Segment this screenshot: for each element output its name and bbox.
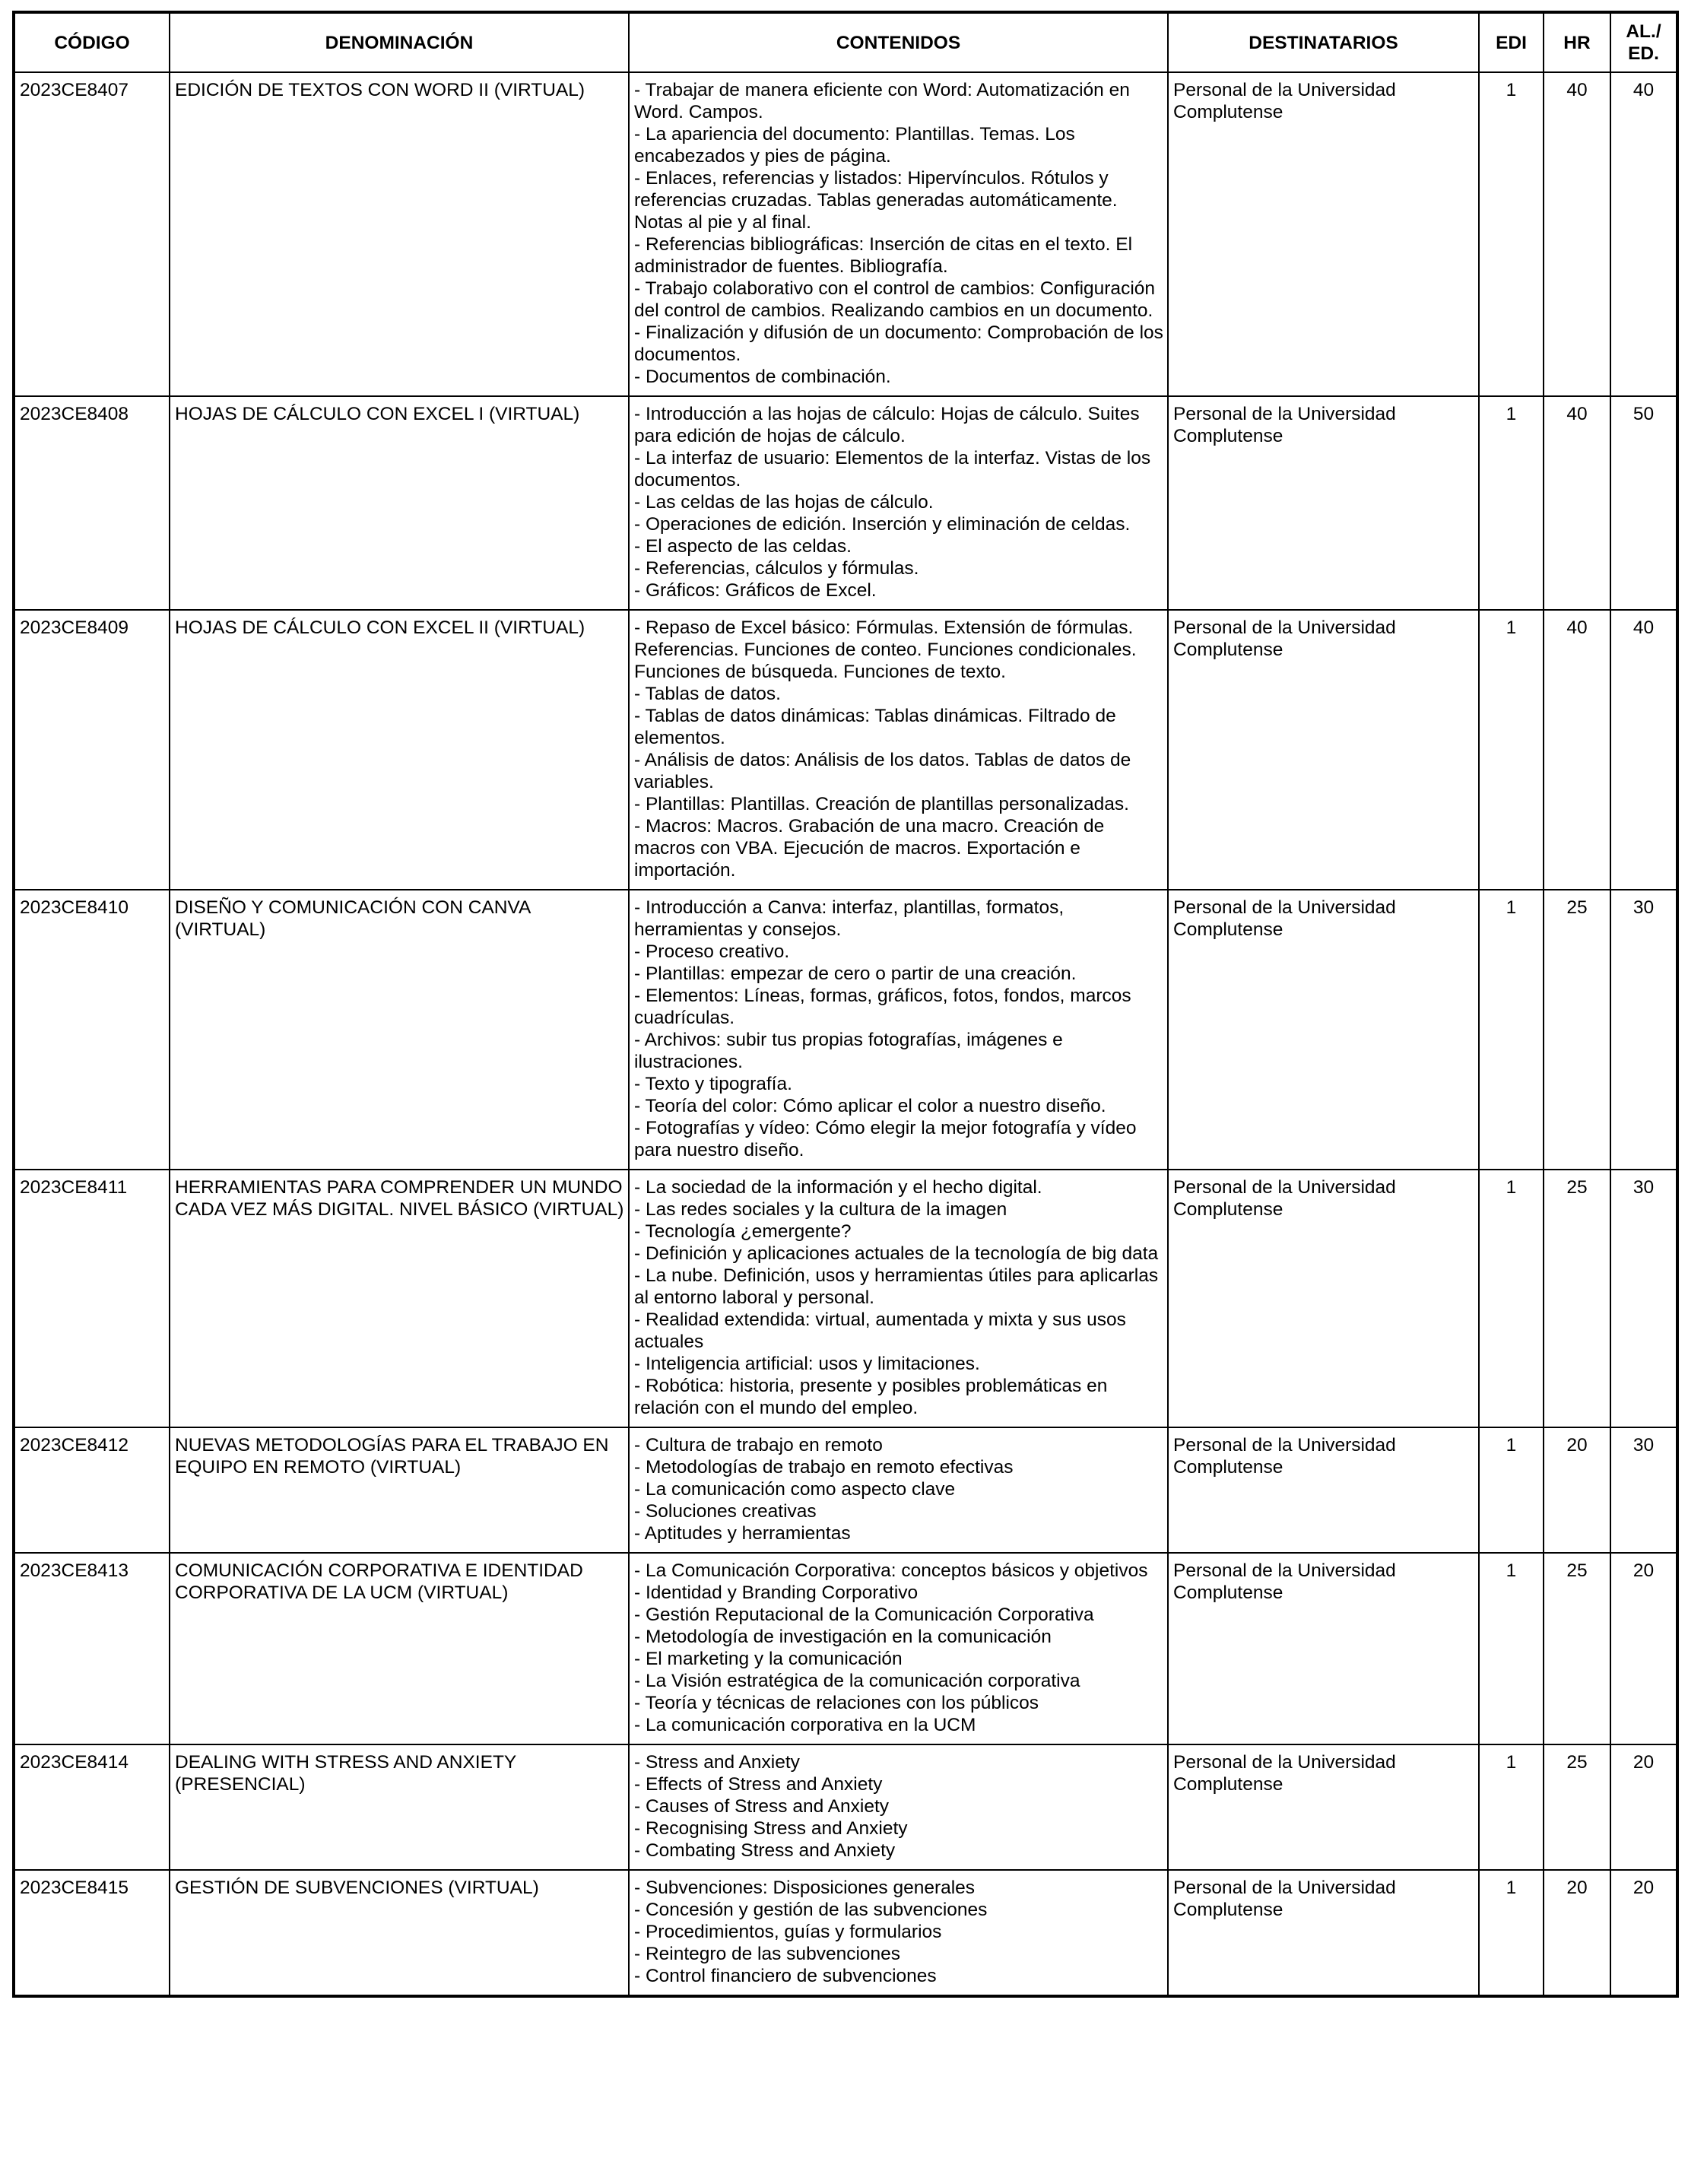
al-ed-cell: 30 <box>1610 1427 1677 1553</box>
contenido-line: - Tecnología ¿emergente? <box>634 1221 852 1242</box>
edi-cell: 1 <box>1479 1744 1544 1870</box>
codigo-cell: 2023CE8410 <box>14 890 170 1170</box>
contenido-line: - Combating Stress and Anxiety <box>634 1840 896 1861</box>
contenido-line: - Soluciones creativas <box>634 1501 817 1522</box>
denominacion-cell: NUEVAS METODOLOGÍAS PARA EL TRABAJO EN EQUIPO EN REMOTO (VIRTUAL) <box>170 1427 629 1553</box>
edi-cell: 1 <box>1479 610 1544 890</box>
destinatarios-cell: Personal de la Universidad Complutense <box>1168 890 1479 1170</box>
hr-cell: 25 <box>1544 1553 1610 1744</box>
destinatarios-cell: Personal de la Universidad Complutense <box>1168 1553 1479 1744</box>
denominacion-cell: DEALING WITH STRESS AND ANXIETY (PRESENCIAL) <box>170 1744 629 1870</box>
contenido-line: - La Visión estratégica de la comunicación corporativa <box>634 1671 1080 1691</box>
edi-cell: 1 <box>1479 1427 1544 1553</box>
contenidos-cell <box>629 1870 1168 1996</box>
hr-cell: 20 <box>1544 1870 1610 1996</box>
al-ed-cell: 20 <box>1610 1744 1677 1870</box>
denominacion-cell: GESTIÓN DE SUBVENCIONES (VIRTUAL) <box>170 1870 629 1996</box>
contenido-line: - Identidad y Branding Corporativo <box>634 1582 919 1603</box>
table-row <box>14 1870 1677 1996</box>
contenido-line: - Archivos: subir tus propias fotografías, imágenes e ilustraciones. <box>634 1030 1063 1072</box>
contenidos-cell <box>629 1170 1168 1427</box>
contenidos-cell <box>629 1744 1168 1870</box>
edi-cell: 1 <box>1479 1870 1544 1996</box>
contenido-line: - Documentos de combinación. <box>634 367 891 387</box>
header-destinatarios: DESTINATARIOS <box>1168 12 1479 72</box>
header-codigo: CÓDIGO <box>14 12 170 72</box>
contenido-line: - La sociedad de la información y el hecho digital. <box>634 1177 1042 1198</box>
contenido-line: - Macros: Macros. Grabación de una macro. Creación de macros con VBA. Ejecución de macros. Exportación e importación. <box>634 816 1105 881</box>
contenido-line: - La interfaz de usuario: Elementos de la interfaz. Vistas de los documentos. <box>634 448 1151 490</box>
contenido-line: - Enlaces, referencias y listados: Hipervínculos. Rótulos y referencias cruzadas. Tablas generadas automáticamente. Notas al pie y al final. <box>634 168 1118 233</box>
contenido-line: - Control financiero de subvenciones <box>634 1966 937 1986</box>
al-ed-cell: 50 <box>1610 396 1677 610</box>
hr-cell: 40 <box>1544 610 1610 890</box>
contenido-line: - Plantillas: empezar de cero o partir de una creación. <box>634 963 1077 984</box>
contenido-line: - Las celdas de las hojas de cálculo. <box>634 492 934 513</box>
table-row <box>14 610 1677 890</box>
contenido-line: - Inteligencia artificial: usos y limitaciones. <box>634 1354 980 1374</box>
contenido-line: - Effects of Stress and Anxiety <box>634 1774 883 1795</box>
destinatarios-cell: Personal de la Universidad Complutense <box>1168 1870 1479 1996</box>
contenidos-cell <box>629 890 1168 1170</box>
contenido-line: - Gráficos: Gráficos de Excel. <box>634 580 877 601</box>
contenido-line: - Recognising Stress and Anxiety <box>634 1818 908 1839</box>
contenido-line: - Proceso creativo. <box>634 941 790 962</box>
edi-cell: 1 <box>1479 890 1544 1170</box>
contenido-line: - El marketing y la comunicación <box>634 1649 903 1669</box>
contenidos-cell <box>629 1427 1168 1553</box>
contenido-line: - Introducción a Canva: interfaz, plantillas, formatos, herramientas y consejos. <box>634 897 1065 940</box>
contenidos-cell <box>629 396 1168 610</box>
contenido-line: - Aptitudes y herramientas <box>634 1523 851 1544</box>
contenido-line: - Introducción a las hojas de cálculo: Hojas de cálculo. Suites para edición de hojas de cálculo. <box>634 404 1140 446</box>
contenido-line: - Procedimientos, guías y formularios <box>634 1922 942 1942</box>
contenido-line: - Metodologías de trabajo en remoto efectivas <box>634 1457 1014 1478</box>
hr-cell: 40 <box>1544 72 1610 396</box>
contenido-line: - Plantillas: Plantillas. Creación de plantillas personalizadas. <box>634 794 1129 814</box>
contenido-line: - La Comunicación Corporativa: conceptos básicos y objetivos <box>634 1560 1148 1581</box>
contenido-line: - Las redes sociales y la cultura de la imagen <box>634 1199 1007 1220</box>
al-ed-cell: 30 <box>1610 890 1677 1170</box>
contenido-line: - Definición y aplicaciones actuales de la tecnología de big data <box>634 1243 1159 1264</box>
hr-cell: 20 <box>1544 1427 1610 1553</box>
contenido-line: - El aspecto de las celdas. <box>634 536 852 557</box>
contenido-line: - Teoría del color: Cómo aplicar el color a nuestro diseño. <box>634 1096 1106 1116</box>
codigo-cell: 2023CE8415 <box>14 1870 170 1996</box>
contenido-line: - La comunicación como aspecto clave <box>634 1479 956 1500</box>
contenido-line: - Causes of Stress and Anxiety <box>634 1796 889 1817</box>
codigo-cell: 2023CE8409 <box>14 610 170 890</box>
table-row <box>14 1170 1677 1427</box>
contenidos-cell <box>629 1553 1168 1744</box>
contenido-line: - Trabajar de manera eficiente con Word: Automatización en Word. Campos. <box>634 80 1130 122</box>
header-edi: EDI <box>1479 12 1544 72</box>
contenidos-cell <box>629 610 1168 890</box>
contenido-line: - La comunicación corporativa en la UCM <box>634 1715 976 1735</box>
al-ed-cell: 40 <box>1610 72 1677 396</box>
table-row <box>14 396 1677 610</box>
contenido-line: - Realidad extendida: virtual, aumentada y mixta y sus usos actuales <box>634 1309 1126 1352</box>
codigo-cell: 2023CE8413 <box>14 1553 170 1744</box>
edi-cell: 1 <box>1479 72 1544 396</box>
contenido-line: - Análisis de datos: Análisis de los datos. Tablas de datos de variables. <box>634 750 1131 792</box>
contenido-line: - Reintegro de las subvenciones <box>634 1944 901 1964</box>
course-table <box>12 11 1679 1998</box>
table-row <box>14 72 1677 396</box>
table-row <box>14 1553 1677 1744</box>
denominacion-cell: HOJAS DE CÁLCULO CON EXCEL II (VIRTUAL) <box>170 610 629 890</box>
contenido-line: - Referencias, cálculos y fórmulas. <box>634 558 919 579</box>
contenido-line: - Referencias bibliográficas: Inserción de citas en el texto. El administrador de fuentes. Bibliografía. <box>634 234 1133 277</box>
contenido-line: - Tablas de datos. <box>634 684 781 704</box>
contenido-line: - Elementos: Líneas, formas, gráficos, fotos, fondos, marcos cuadrículas. <box>634 986 1131 1028</box>
contenido-line: - Subvenciones: Disposiciones generales <box>634 1878 976 1898</box>
header-al-ed <box>1610 12 1677 72</box>
denominacion-cell: EDICIÓN DE TEXTOS CON WORD II (VIRTUAL) <box>170 72 629 396</box>
header-contenidos: CONTENIDOS <box>629 12 1168 72</box>
header-al-ed-line1: AL./ <box>1626 21 1661 42</box>
contenido-line: - Stress and Anxiety <box>634 1752 800 1773</box>
codigo-cell: 2023CE8411 <box>14 1170 170 1427</box>
destinatarios-cell: Personal de la Universidad Complutense <box>1168 72 1479 396</box>
contenido-line: - Metodología de investigación en la comunicación <box>634 1627 1052 1647</box>
edi-cell: 1 <box>1479 1170 1544 1427</box>
destinatarios-cell: Personal de la Universidad Complutense <box>1168 1170 1479 1427</box>
contenido-line: - Repaso de Excel básico: Fórmulas. Extensión de fórmulas. Referencias. Funciones de conteo. Funciones condicionales. Funciones de búsqueda. Funciones de texto. <box>634 617 1137 682</box>
header-row <box>14 12 1677 72</box>
header-hr: HR <box>1544 12 1610 72</box>
denominacion-cell: HERRAMIENTAS PARA COMPRENDER UN MUNDO CADA VEZ MÁS DIGITAL. NIVEL BÁSICO (VIRTUAL) <box>170 1170 629 1427</box>
contenido-line: - Fotografías y vídeo: Cómo elegir la mejor fotografía y vídeo para nuestro diseño. <box>634 1118 1137 1160</box>
contenido-line: - Texto y tipografía. <box>634 1074 792 1094</box>
al-ed-cell: 20 <box>1610 1553 1677 1744</box>
destinatarios-cell: Personal de la Universidad Complutense <box>1168 1427 1479 1553</box>
codigo-cell: 2023CE8407 <box>14 72 170 396</box>
contenido-line: - Trabajo colaborativo con el control de cambios: Configuración del control de cambios. Realizando cambios en un documento. <box>634 278 1156 321</box>
contenido-line: - Finalización y difusión de un documento: Comprobación de los documentos. <box>634 322 1163 365</box>
codigo-cell: 2023CE8412 <box>14 1427 170 1553</box>
destinatarios-cell: Personal de la Universidad Complutense <box>1168 1744 1479 1870</box>
contenido-line: - Teoría y técnicas de relaciones con los públicos <box>634 1693 1039 1713</box>
contenido-line: - La nube. Definición, usos y herramientas útiles para aplicarlas al entorno laboral y personal. <box>634 1265 1159 1308</box>
edi-cell: 1 <box>1479 1553 1544 1744</box>
contenido-line: - La apariencia del documento: Plantillas. Temas. Los encabezados y pies de página. <box>634 124 1075 167</box>
hr-cell: 40 <box>1544 396 1610 610</box>
destinatarios-cell: Personal de la Universidad Complutense <box>1168 610 1479 890</box>
al-ed-cell: 40 <box>1610 610 1677 890</box>
hr-cell: 25 <box>1544 1744 1610 1870</box>
denominacion-cell: DISEÑO Y COMUNICACIÓN CON CANVA (VIRTUAL) <box>170 890 629 1170</box>
al-ed-cell: 20 <box>1610 1870 1677 1996</box>
denominacion-cell: HOJAS DE CÁLCULO CON EXCEL I (VIRTUAL) <box>170 396 629 610</box>
header-al-ed-line2: ED. <box>1628 43 1659 64</box>
contenido-line: - Tablas de datos dinámicas: Tablas dinámicas. Filtrado de elementos. <box>634 706 1116 748</box>
codigo-cell: 2023CE8408 <box>14 396 170 610</box>
contenido-line: - Cultura de trabajo en remoto <box>634 1435 883 1455</box>
hr-cell: 25 <box>1544 890 1610 1170</box>
destinatarios-cell: Personal de la Universidad Complutense <box>1168 396 1479 610</box>
hr-cell: 25 <box>1544 1170 1610 1427</box>
contenido-line: - Gestión Reputacional de la Comunicación Corporativa <box>634 1605 1094 1625</box>
al-ed-cell: 30 <box>1610 1170 1677 1427</box>
contenido-line: - Concesión y gestión de las subvenciones <box>634 1900 988 1920</box>
table-body <box>14 72 1677 1996</box>
contenido-line: - Operaciones de edición. Inserción y eliminación de celdas. <box>634 514 1131 535</box>
table-row <box>14 1744 1677 1870</box>
contenidos-cell <box>629 72 1168 396</box>
contenido-line: - Robótica: historia, presente y posibles problemáticas en relación con el mundo del empleo. <box>634 1376 1108 1418</box>
table-row <box>14 890 1677 1170</box>
codigo-cell: 2023CE8414 <box>14 1744 170 1870</box>
edi-cell: 1 <box>1479 396 1544 610</box>
header-denominacion: DENOMINACIÓN <box>170 12 629 72</box>
table-row <box>14 1427 1677 1553</box>
denominacion-cell: COMUNICACIÓN CORPORATIVA E IDENTIDAD CORPORATIVA DE LA UCM (VIRTUAL) <box>170 1553 629 1744</box>
